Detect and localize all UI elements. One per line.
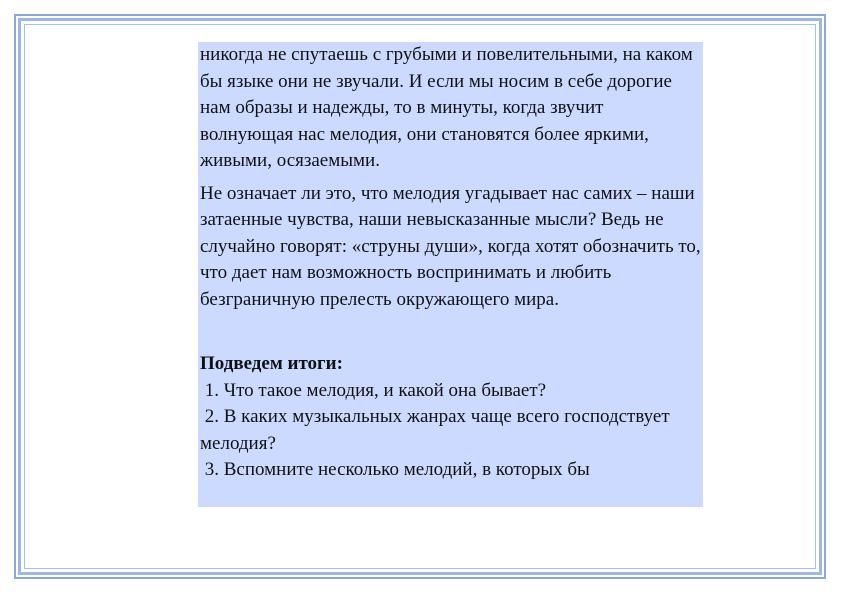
paragraph-1: никогда не спутаешь с грубыми и повелительными, на каком бы языке они не звучали. И если мы носим в себе дорогие нам образы и надежды, то в минуты, когда звучит волнующая нас мелодия, они становятся более яркими, живыми, осязаемыми. bbox=[200, 44, 693, 171]
question-1: 1. Что такое мелодия, и какой она бывает? bbox=[200, 379, 547, 401]
text-box bbox=[198, 42, 703, 507]
question-3: 3. Вспомните несколько мелодий, в которых бы bbox=[200, 459, 590, 480]
summary-heading: Подведем итоги: bbox=[200, 353, 343, 374]
paragraph-2: Не означает ли это, что мелодия угадывает нас самих – наши затаенные чувства, наши невысказанные мысли? Ведь не случайно говорят: «струны души», когда хотят обозначить то, что дает нам возможность воспринимать и любить безграничную прелесть окружающего мира. bbox=[200, 182, 701, 310]
question-2: 2. В каких музыкальных жанрах чаще всего господствует мелодия? bbox=[200, 406, 675, 454]
